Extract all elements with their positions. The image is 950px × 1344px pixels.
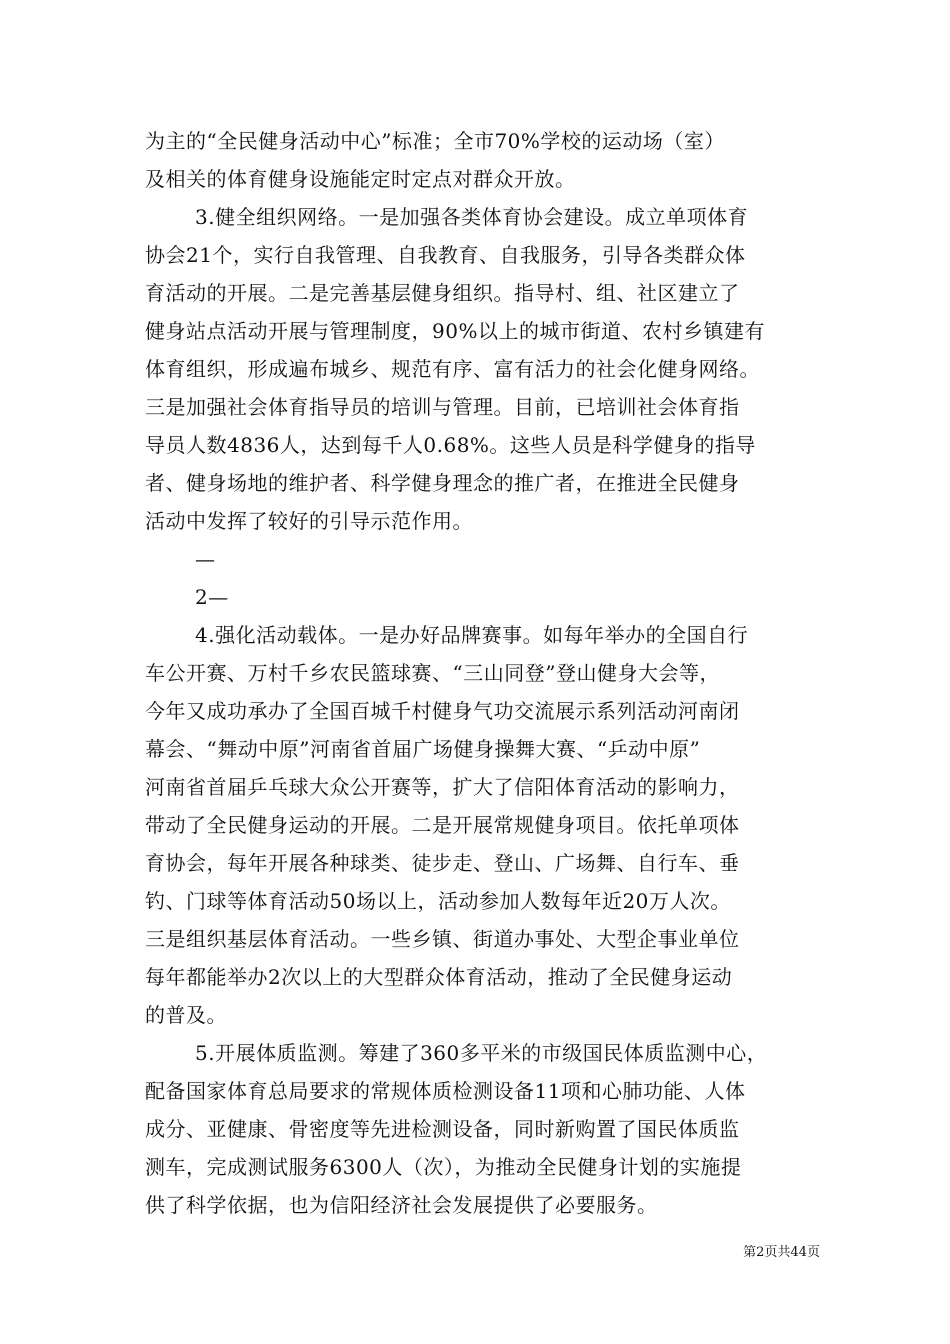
page-break-number: 2—: [195, 585, 229, 609]
text-line: 今年又成功承办了全国百城千村健身气功交流展示系列活动河南闭: [145, 699, 740, 723]
text-line: 协会21个，实行自我管理、自我教育、自我服务，引导各类群众体: [145, 243, 746, 267]
text-line: 测车，完成测试服务6300人（次），为推动全民健身计划的实施提: [145, 1155, 742, 1179]
text-line: 导员人数4836人，达到每千人0.68%。这些人员是科学健身的指导: [145, 433, 756, 457]
text-line: 车公开赛、万村千乡农民篮球赛、“三山同登”登山健身大会等，: [145, 661, 720, 685]
text-line: 配备国家体育总局要求的常规体质检测设备11项和心肺功能、人体: [145, 1079, 746, 1103]
text-line: 供了科学依据，也为信阳经济社会发展提供了必要服务。: [145, 1193, 658, 1217]
text-line: 育协会，每年开展各种球类、徒步走、登山、广场舞、自行车、垂: [145, 851, 740, 875]
text-line: 河南省首届乒乓球大众公开赛等，扩大了信阳体育活动的影响力，: [145, 775, 740, 799]
text-line: 健身站点活动开展与管理制度，90%以上的城市街道、农村乡镇建有: [145, 319, 765, 343]
text-line: 活动中发挥了较好的引导示范作用。: [145, 509, 473, 533]
text-line: 为主的“全民健身活动中心”标准；全市70%学校的运动场（室）: [145, 129, 725, 153]
text-line: 5.开展体质监测。筹建了360多平米的市级国民体质监测中心，: [195, 1041, 768, 1065]
page-break-dash: —: [195, 547, 216, 571]
text-line: 三是加强社会体育指导员的培训与管理。目前，已培训社会体育指: [145, 395, 740, 419]
text-line: 带动了全民健身运动的开展。二是开展常规健身项目。依托单项体: [145, 813, 740, 837]
text-line: 3.健全组织网络。一是加强各类体育协会建设。成立单项体育: [195, 205, 749, 229]
text-line: 体育组织，形成遍布城乡、规范有序、富有活力的社会化健身网络。: [145, 357, 760, 381]
text-line: 育活动的开展。二是完善基层健身组织。指导村、组、社区建立了: [145, 281, 740, 305]
text-line: 成分、亚健康、骨密度等先进检测设备，同时新购置了国民体质监: [145, 1117, 740, 1141]
text-line: 的普及。: [145, 1003, 227, 1027]
text-line: 者、健身场地的维护者、科学健身理念的推广者，在推进全民健身: [145, 471, 740, 495]
text-line: 4.强化活动载体。一是办好品牌赛事。如每年举办的全国自行: [195, 623, 749, 647]
page-number-footer: 第2页共44页: [743, 1245, 820, 1260]
text-line: 钓、门球等体育活动50场以上，活动参加人数每年近20万人次。: [145, 889, 731, 913]
text-line: 幕会、“舞动中原”河南省首届广场健身操舞大赛、“乒动中原”: [145, 737, 701, 761]
text-line: 三是组织基层体育活动。一些乡镇、街道办事处、大型企事业单位: [145, 927, 740, 951]
text-line: 每年都能举办2次以上的大型群众体育活动，推动了全民健身运动: [145, 965, 733, 989]
text-line: 及相关的体育健身设施能定时定点对群众开放。: [145, 167, 576, 191]
